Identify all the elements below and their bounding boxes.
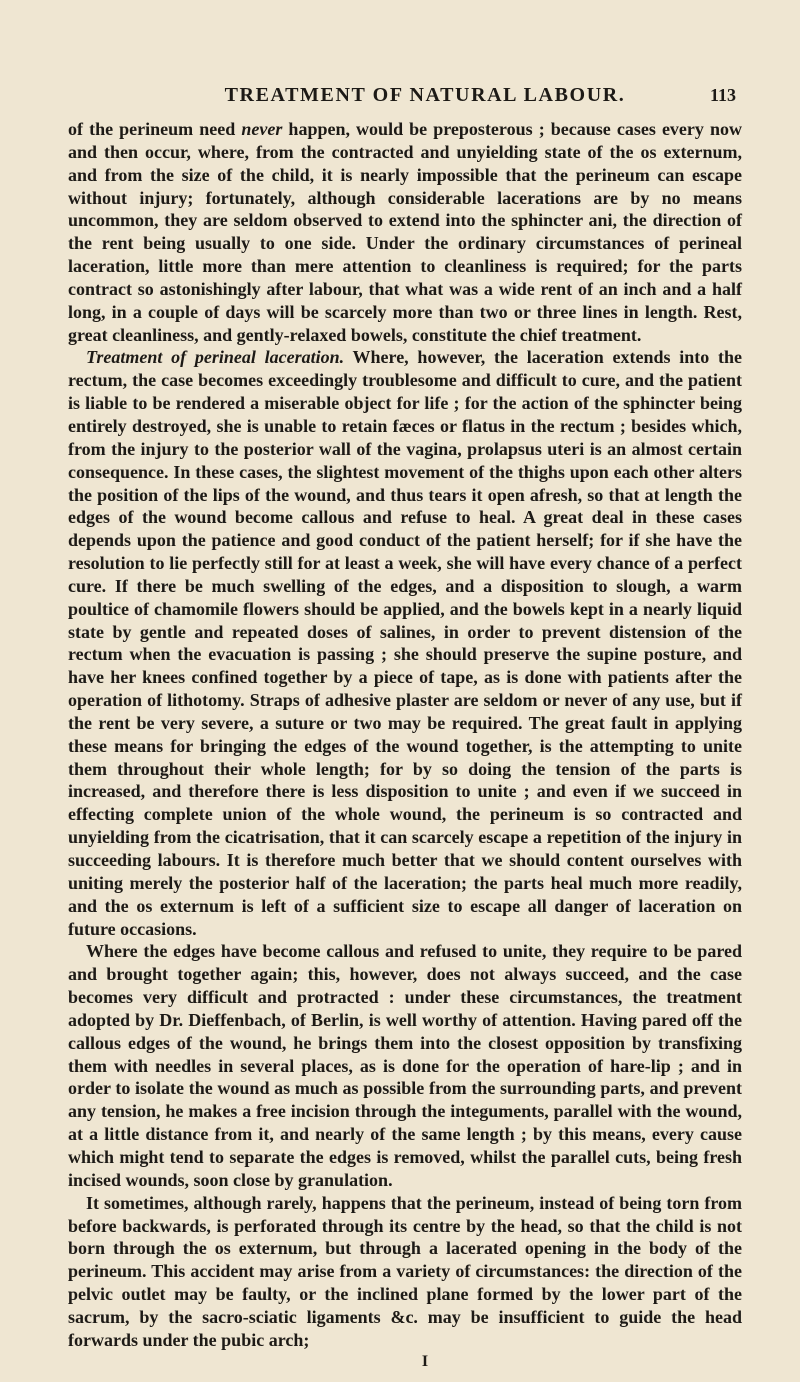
paragraph-2 [68,346,742,940]
paragraph-1 [68,118,742,346]
section-heading-italic: Treatment of perineal laceration. [86,347,345,368]
paragraph-3: Where the edges have become callous and refused to unite, they require to be pared and brought together again; this, however, does not always succeed, and the case becomes very difficult and protracted : under these circumstances, the treatment adopted by Dr. Dieffenbach, of Berlin, is well worthy of attention. Having pared off the callous edges of the wound, he brings them into the closest opposition by transfixing them with needles in several places, as is done for the operation of hare-lip ; and in order to isolate the wound as much as possible from the surrounding parts, and prevent any tension, he makes a free incision through the integuments, parallel with the wound, at a little distance from it, and nearly of the same length ; by this means, every cause which might tend to separate the edges is removed, whilst the parallel cuts, being fresh incised wounds, soon close by granulation. [68,941,742,1190]
paragraph-4: It sometimes, although rarely, happens that the perineum, instead of being torn from before backwards, is perforated through its centre by the head, so that the child is not born through the os externum, but through a lacerated opening in the body of the perineum. This accident may arise from a variety of circumstances: the direction of the pelvic outlet may be faulty, or the inclined plane formed by the lower part of the sacrum, by the sacro-sciatic ligaments &c. may be insufficient to guide the head forwards under the pubic arch; [68,1192,742,1350]
signature-mark: I [421,1352,429,1370]
body-text [68,118,742,1352]
paragraph-2-text: Where, however, the laceration extends into the rectum, the case becomes exceedingly troublesome and difficult to cure, and the patient is liable to be rendered a miserable object for life ; for the action of the sphincter being entirely destroyed, she is unable to retain fæces or flatus in the rectum ; besides which, from the injury to the posterior wall of the vagina, prolapsus uteri is an almost certain consequence. In these cases, the slightest movement of the thighs upon each other alters the position of the lips of the wound, and thus tears it open afresh, so that at length the edges of the wound become callous and refuse to heal. A great deal in these cases depends upon the patience and good conduct of the patient herself; for if she have the resolution to lie perfectly still for at least a week, she will have every chance of a perfect cure. If there be much swelling of the edges, and a disposition to slough, a warm poultice of chamomile flowers should be applied, and the bowels kept in a nearly liquid state by gentle and repeated doses of salines, in order to prevent distension of the rectum when the evacuation is passing ; she should preserve the supine posture, and have her knees confined together by a piece of tape, as is done with patients after the operation of lithotomy. Straps of adhesive plaster are seldom or never of any use, but if the rent be very severe, a suture or two may be required. The great fault in applying these means for bringing the edges of the wound together, is the attempting to unite them throughout their whole length; for by so doing the tension of the parts is increased, and therefore there is less disposition to unite ; and even if we succeed in effecting complete union of the whole wound, the perineum is so contracted and unyielding from the cicatrisation, that it can scarcely escape a repetition of the injury in succeeding labours. It is therefore much better that we should content ourselves with uniting merely the posterior half of the laceration; the parts heal much more readily, and the os externum is left of a sufficient size to escape all danger of laceration on future occasions. [68,347,743,939]
emphasis-never: never [241,119,283,139]
paragraph-1-text-a: of the perineum need [68,119,242,139]
paragraph-1-text-b: happen, would be preposterous ; because cases every now and then occur, where, from the contracted and unyielding state of the os externum, and from the size of the child, it is nearly impossible that the perineum can escape without injury; fortunately, although considerable lacerations are by no means uncommon, they are seldom observed to extend into the sphincter ani, the direction of the rent being usually to one side. Under the ordinary circumstances of perineal laceration, little more than mere attention to cleanliness is required; for the parts contract so astonishingly after labour, that what was a wide rent of an inch and a half long, in a couple of days will be scarcely more than two or three lines in length. Rest, great cleanliness, and gently-relaxed bowels, constitute the chief treatment. [68,119,743,345]
page-number: 113 [709,85,736,105]
running-title: TREATMENT OF NATURAL LABOUR. [224,84,626,106]
running-head [68,84,742,118]
